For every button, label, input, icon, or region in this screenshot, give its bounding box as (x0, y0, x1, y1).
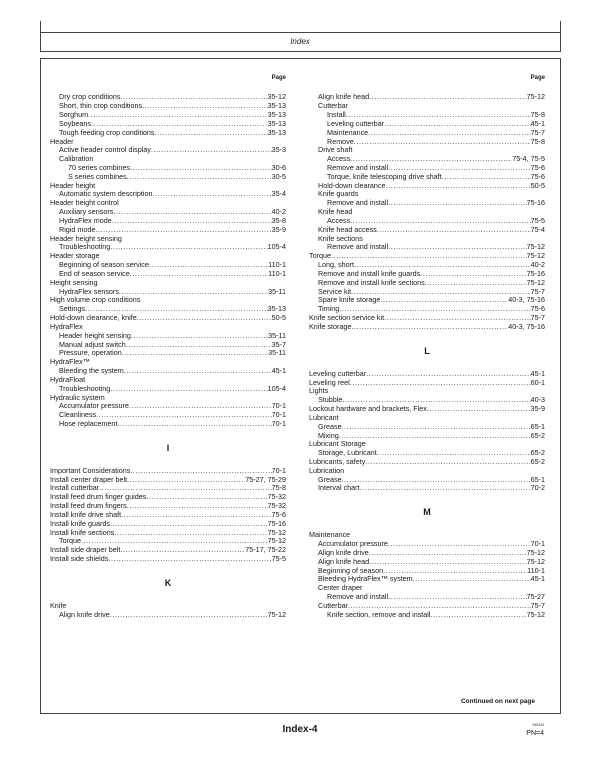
index-entry (309, 458, 545, 467)
index-entry-page: 35-13 (267, 118, 286, 128)
index-entry-page: 75-6 (530, 171, 545, 181)
header-top-rule (40, 32, 560, 33)
index-entry-text: Header height (50, 180, 96, 190)
index-entry-text: High volume crop conditions (50, 295, 141, 305)
index-entry-page: 75-12 (526, 242, 545, 252)
index-entry-text: HydraFlex mode (59, 215, 112, 225)
index-entry-text: Important Considerations (50, 465, 131, 475)
dot-leader (442, 173, 531, 182)
dot-leader (152, 190, 271, 199)
dot-leader (120, 546, 245, 555)
index-entry-page: 75-12 (267, 536, 286, 546)
index-entry-text: Leveling reel (309, 377, 350, 387)
pn-code: PN=4 (526, 730, 544, 737)
index-entry-page: 35-13 (267, 304, 286, 314)
index-entry (309, 467, 545, 476)
index-entry-text: Hydraulic system (50, 392, 105, 402)
index-entry (309, 379, 545, 388)
index-entry-page: 110-1 (527, 565, 545, 575)
index-entry-text: Auxiliary sensors (59, 207, 114, 217)
index-entry-text: Spare knife storage (318, 295, 381, 305)
index-entry-text: Access (327, 215, 351, 225)
index-entry-text: Install feed drum finger guides (50, 492, 147, 502)
dot-leader (110, 243, 267, 252)
index-entry-page: 75-12 (526, 547, 545, 557)
index-entry-text: Maintenance (309, 530, 351, 540)
index-section-letter: K (164, 577, 172, 588)
index-entry-text: Remove (327, 136, 354, 146)
index-entry-text: HydraFloat (50, 374, 86, 384)
index-entry-text: Timing (318, 304, 340, 314)
content-top-rule (40, 58, 560, 59)
index-entry-page: 75-7 (530, 600, 545, 610)
index-entry-text: Troubleshooting (59, 383, 111, 393)
dot-leader (117, 420, 271, 429)
index-entry-text: Troubleshooting (59, 242, 111, 252)
index-entry (50, 314, 286, 323)
dot-leader (366, 370, 530, 379)
index-entry-text: Rigid mode (59, 224, 96, 234)
dot-leader (130, 164, 272, 173)
dot-leader (122, 349, 268, 358)
index-section-letter: L (424, 345, 430, 356)
index-entry-text: Lights (309, 386, 329, 396)
index-entry (309, 611, 545, 620)
index-entry-page: 35-9 (271, 224, 286, 234)
index-entry-page: 50-5 (530, 180, 545, 190)
index-entry-text: HydraFlex sensors (59, 286, 119, 296)
index-entry-text: Install (327, 110, 346, 120)
index-entry (50, 129, 286, 138)
dot-leader (108, 555, 271, 564)
index-entry (50, 529, 286, 538)
page-header-title: Index (290, 37, 310, 46)
dot-leader (388, 593, 526, 602)
index-entry-text: HydraFlex™ (50, 357, 90, 367)
index-entry-text: Remove and install (327, 592, 389, 602)
index-entry-page: 75-12 (526, 92, 545, 102)
index-entry-text: Grease (318, 421, 342, 431)
index-entry-page: 40-2 (530, 260, 545, 270)
index-entry-text: Install feed drum fingers (50, 501, 127, 511)
index-entry-text: Drive shaft (318, 145, 353, 155)
index-entry-page: 35-11 (268, 330, 286, 340)
index-entry-page: 75-6 (530, 304, 545, 314)
dot-leader (368, 129, 530, 138)
dot-leader (114, 529, 267, 538)
index-entry-text: Maintenance (327, 127, 369, 137)
index-entry-page: 65-2 (530, 457, 545, 466)
dot-leader (110, 385, 267, 394)
dot-leader (369, 93, 526, 102)
index-entry-page: 35-9 (530, 404, 545, 414)
index-entry-text: Install center draper belt (50, 474, 128, 484)
index-entry-page: 65-2 (530, 448, 545, 458)
index-entry-page: 75-17, 75-22 (245, 545, 286, 555)
dot-leader (127, 476, 245, 485)
index-entry-text: Dry crop conditions (59, 92, 121, 102)
index-entry-page: 30-6 (271, 162, 286, 172)
index-entry-page: 40-3, 75-16 (508, 295, 545, 305)
index-entry-text: Install cutterbar (50, 483, 100, 493)
index-entry-text: Knife head access (318, 224, 377, 234)
index-entry-text: Knife head (318, 207, 353, 217)
index-entry-page: 70-2 (530, 483, 545, 493)
index-entry-text: Accumulator pressure (59, 401, 129, 411)
index-entry-page: 75-32 (267, 501, 286, 511)
dot-leader (110, 520, 268, 529)
dot-leader (386, 182, 531, 191)
index-entry (50, 420, 286, 429)
index-entry-page: 70-1 (271, 419, 286, 428)
header-bottom-rule (40, 51, 560, 52)
dot-leader (339, 432, 531, 441)
dot-leader (96, 411, 271, 420)
index-entry-text: Bleeding HydraFlex™ system (318, 574, 413, 584)
index-entry (309, 296, 545, 305)
index-entry-text: End of season service (59, 268, 130, 278)
index-entry-text: Lubricant (309, 412, 339, 422)
index-entry-page: 35-13 (267, 101, 286, 111)
index-entry-text: Calibration (59, 154, 94, 164)
index-entry-text: Align knife drive (318, 547, 369, 557)
dot-leader (420, 270, 526, 279)
dot-leader (388, 199, 526, 208)
index-entry-text: Knife section service kit (309, 313, 385, 323)
dot-leader (151, 146, 272, 155)
dot-leader (342, 423, 531, 432)
dot-leader (384, 120, 530, 129)
index-entry-page: 40-3, 75-16 (508, 321, 545, 331)
dot-leader (146, 493, 267, 502)
index-entry-page: 75-5 (271, 554, 286, 564)
index-entry-page: 35-13 (267, 110, 286, 120)
index-entry-text: Remove and install knife sections (318, 277, 425, 287)
content-left-border (40, 58, 41, 714)
index-entry (50, 367, 286, 376)
index-entry (50, 296, 286, 305)
page-column-heading: Page (271, 75, 286, 81)
index-entry-text: Short, thin crop conditions (59, 101, 143, 111)
index-entry-page: 75-7 (530, 127, 545, 137)
index-entry-page: 35-11 (268, 348, 286, 358)
index-entry-page: 75-8 (530, 136, 545, 146)
index-entry-page: 45-1 (530, 574, 545, 584)
index-section-letter: I (166, 442, 170, 453)
index-entry-page: 75-12 (526, 251, 545, 261)
index-entry-page: 105-4 (267, 242, 286, 252)
index-entry-page: 70-1 (271, 465, 286, 475)
dot-leader (142, 102, 268, 111)
index-entry-page: 65-1 (530, 474, 545, 484)
dot-leader (430, 611, 526, 620)
index-entry-text: Align knife drive (59, 609, 110, 619)
index-entry-text: Cleanliness (59, 410, 97, 420)
index-entry-page: 75-7 (530, 286, 545, 296)
index-entry (50, 555, 286, 564)
index-entry-page: 75-12 (526, 277, 545, 287)
index-entry-text: Grease (318, 474, 342, 484)
index-entry-page: 75-6 (271, 509, 286, 519)
index-entry-page: 40-3 (530, 395, 545, 405)
index-entry-text: Header storage (50, 251, 100, 261)
index-entry-text: Install knife guards (50, 518, 110, 528)
index-entry-text: Align knife head (318, 556, 370, 566)
index-entry-page: 35-12 (267, 92, 286, 102)
index-entry-page: 35-3 (271, 145, 286, 155)
index-entry-text: Lubrication (309, 465, 345, 475)
index-entry-text: Header height sensing (59, 330, 131, 340)
index-entry-page: 75-12 (526, 609, 545, 619)
index-entry-page: 75-12 (526, 556, 545, 566)
index-entry (309, 387, 545, 396)
dot-leader (331, 252, 527, 261)
index-entry-page: 45-1 (530, 368, 545, 378)
dot-leader (354, 138, 531, 147)
dot-leader (365, 458, 530, 467)
dot-leader (121, 511, 271, 520)
index-entry-page: 75-16 (526, 268, 545, 278)
index-entry-page: 35-7 (271, 339, 286, 349)
index-entry (309, 485, 545, 494)
index-entry-page: 40-2 (271, 207, 286, 217)
index-entry-text: Knife section, remove and install (327, 609, 431, 619)
index-entry-text: Cutterbar (318, 600, 348, 610)
index-entry-page: 70-1 (530, 539, 545, 549)
dot-leader (413, 575, 531, 584)
index-entry-page: 75-7 (530, 313, 545, 323)
dot-leader (113, 208, 271, 217)
index-entry-text: Stubble (318, 395, 343, 405)
dot-leader (380, 296, 508, 305)
index-entry (309, 423, 545, 432)
index-entry-text: Header (50, 136, 74, 146)
dot-leader (351, 323, 508, 332)
dot-leader (388, 540, 531, 549)
index-entry-page: 70-1 (271, 410, 286, 420)
dot-leader (112, 217, 272, 226)
index-entry-page: 110-1 (268, 268, 286, 278)
dot-leader (369, 549, 527, 558)
dot-leader (388, 243, 526, 252)
index-entry-text: Hold-down clearance (318, 180, 386, 190)
index-entry-text: Pressure, operation (59, 348, 122, 358)
index-entry-page: 75-8 (530, 110, 545, 120)
dot-leader (377, 449, 531, 458)
index-entry-text: Install knife sections (50, 527, 115, 537)
index-entry-text: Remove and install (327, 198, 389, 208)
index-entry-page: 75-8 (271, 483, 286, 493)
index-entry-page: 35-4 (271, 189, 286, 199)
dot-leader (350, 379, 531, 388)
document-code: 040124 (532, 723, 544, 727)
index-entry (309, 323, 545, 332)
dot-leader (130, 270, 268, 279)
index-entry-text: Torque, knife telescoping drive shaft (327, 171, 442, 181)
index-entries-left (50, 93, 286, 619)
index-entry-text: S series combines (68, 171, 127, 181)
index-entry-page: 75-4 (530, 224, 545, 234)
dot-leader (119, 288, 268, 297)
dot-leader (360, 484, 531, 493)
index-entry-text: Align knife head (318, 92, 370, 102)
dot-leader (110, 611, 268, 620)
index-entry-page: 35-13 (267, 127, 286, 137)
index-entry-page: 35-8 (271, 215, 286, 225)
index-entry-text: Mixing (318, 430, 339, 440)
dot-leader (131, 332, 268, 341)
index-column-right (309, 74, 545, 620)
index-entry-text: Long, short (318, 260, 354, 270)
index-entry-page: 70-1 (271, 401, 286, 411)
index-entry-text: 70 series combines (68, 162, 130, 172)
index-entry (309, 243, 545, 252)
dot-leader (127, 502, 268, 511)
index-entry-page: 75-5 (530, 215, 545, 225)
index-entry-text: Hose replacement (59, 419, 118, 428)
index-entry-page: 105-4 (267, 383, 286, 393)
index-entry-text: Header height sensing (50, 233, 122, 243)
index-entry-text: Access (327, 154, 351, 164)
index-entry-text: Lubricant Storage (309, 439, 366, 449)
dot-leader (88, 111, 267, 120)
index-entry-page: 75-32 (267, 492, 286, 502)
index-column-left (50, 74, 286, 620)
dot-leader (121, 93, 268, 102)
index-entry-page: 50-5 (271, 313, 286, 323)
index-entry-text: Lockout hardware and brackets, Flex (309, 404, 427, 414)
content-bottom-rule (40, 713, 560, 714)
index-entry-text: Knife (50, 600, 67, 610)
index-entry-text: Storage, Lubricant (318, 448, 377, 458)
index-entry (309, 414, 545, 423)
page-number: Index-4 (282, 724, 318, 735)
index-entry-text: Automatic system description (59, 189, 153, 199)
index-entry-text: Knife guards (318, 189, 359, 199)
dot-leader (377, 226, 531, 235)
index-entry (309, 405, 545, 414)
index-entry-page: 75-16 (267, 518, 286, 528)
index-entry-text: Knife storage (309, 321, 352, 331)
index-entry-text: Knife sections (318, 233, 363, 243)
index-entry-text: Leveling cutterbar (309, 368, 367, 378)
index-entry-text: Install knife drive shaft (50, 509, 122, 519)
index-entry-text: Tough feeding crop conditions (59, 127, 155, 137)
index-entry-text: Remove and install (327, 162, 389, 172)
index-entry-text: Interval chart (318, 483, 360, 493)
index-entry-text: Height sensing (50, 277, 98, 287)
dot-leader (155, 129, 268, 138)
index-entry-page: 35-11 (268, 286, 286, 296)
index-entry-page: 45-1 (271, 366, 286, 376)
index-entries-right (309, 93, 545, 619)
index-entry-text: Leveling cutterbar (327, 118, 385, 128)
index-entry-text: Cutterbar (318, 101, 348, 111)
index-entry-page: 110-1 (268, 260, 286, 270)
index-entry-text: Soybeans (59, 118, 91, 128)
dot-leader (149, 261, 268, 270)
index-entry-page: 60-1 (530, 377, 545, 387)
index-entry-page: 30-5 (271, 171, 286, 181)
index-entry-text: Install side draper belt (50, 545, 121, 555)
index-section-letter: M (423, 507, 431, 518)
content-right-border (560, 58, 561, 714)
index-entry-text: Settings (59, 304, 85, 314)
index-entry-text: HydraFlex (50, 321, 83, 331)
index-entry-text: Bleeding the system (59, 366, 124, 376)
dot-leader (342, 476, 531, 485)
index-entry-page: 45-1 (530, 118, 545, 128)
page-column-heading: Page (530, 75, 545, 81)
index-entry-page: 75-12 (267, 609, 286, 619)
index-entry-page: 65-2 (530, 430, 545, 440)
index-entry-page: 65-1 (530, 421, 545, 431)
index-entry-page: 75-27, 75-29 (245, 474, 286, 484)
index-entry-text: Header height control (50, 198, 119, 208)
dot-leader (127, 173, 272, 182)
dot-leader (350, 217, 530, 226)
index-entry-text: Lubricants, safety (309, 457, 366, 466)
index-entry-text: Beginning of season service (59, 260, 149, 270)
continued-note: Continued on next page (460, 698, 535, 705)
index-entry-text: Torque (59, 536, 81, 546)
index-entry-text: Hold-down clearance, knife (50, 313, 137, 323)
dot-leader (137, 314, 272, 323)
dot-leader (124, 367, 272, 376)
index-entry-text: Center draper (318, 583, 363, 593)
dot-leader (369, 558, 526, 567)
index-entry-text: Manual adjust switch (59, 339, 126, 349)
dot-leader (425, 279, 527, 288)
index-entry-text: Beginning of season (318, 565, 384, 575)
dot-leader (126, 341, 272, 350)
index-entry-text: Sorghum (59, 110, 89, 120)
index-entry-page: 75-6 (530, 162, 545, 172)
index-entry-page: 75-12 (267, 527, 286, 537)
index-entry-page: 75-4, 75-5 (512, 154, 545, 164)
index-entry-text: Service kit (318, 286, 352, 296)
index-entry-text: Torque (309, 251, 331, 261)
index-entry-page: 75-16 (526, 198, 545, 208)
index-entry-text: Install side shields (50, 554, 109, 564)
index-entry-text: Remove and install knife guards (318, 268, 421, 278)
index-entry (50, 611, 286, 620)
dot-leader (129, 402, 272, 411)
index-entry-text: Accumulator pressure (318, 539, 388, 549)
index-entry-text: Remove and install (327, 242, 389, 252)
index-entry-text: Active header control display (59, 145, 151, 155)
dot-leader (427, 405, 531, 414)
index-entry-page: 75-27 (526, 592, 545, 602)
